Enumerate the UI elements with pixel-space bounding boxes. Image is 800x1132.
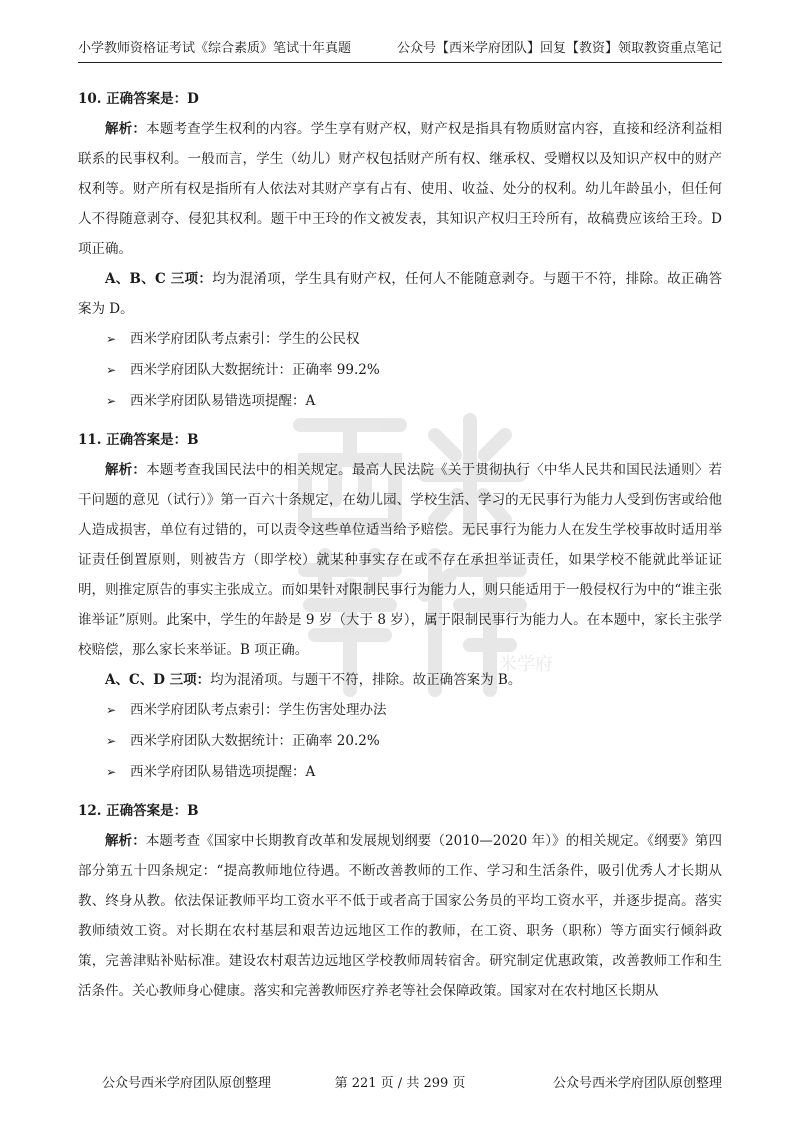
question-10-answer: 10. 正确答案是：D <box>78 91 199 107</box>
bullet-item <box>78 355 722 386</box>
arrow-bullet-icon: ➢ <box>106 765 117 779</box>
question-11-analysis <box>78 455 722 665</box>
arrow-bullet-icon: ➢ <box>106 394 117 408</box>
analysis-text: 本题考查学生权利的内容。学生享有财产权，财产权是指具有物质财富内容，直接和经济利益相联系的民事权利。一般而言，学生（幼儿）财产权包括财产所有权、继承权、受赠权以及知识产权中的财产权利等。财产所有权是指所有人依法对其财产享有占有、使用、收益、处分的权利。幼儿年龄虽小，但任何人不得随意剥夺、侵犯其权利。题干中王玲的作文被发表，其知识产权归王玲所有，故稿费应该给王玲。D项正确。 <box>78 121 723 257</box>
arrow-bullet-icon: ➢ <box>106 363 117 377</box>
question-10-analysis <box>78 114 722 264</box>
bullet-text: 西米学府团队考点索引：学生伤害处理办法 <box>130 702 387 718</box>
page-header <box>78 38 722 63</box>
other-options-label: A、B、C 三项： <box>105 271 213 287</box>
bullet-item <box>78 324 722 355</box>
bullet-text: 西米学府团队大数据统计：正确率 99.2% <box>130 362 380 378</box>
analysis-label: 解析： <box>105 462 147 478</box>
analysis-label: 解析： <box>105 833 146 849</box>
bullet-text: 西米学府团队易错选项提醒：A <box>130 764 316 780</box>
bullet-item <box>78 726 722 757</box>
question-11-answer: 11. 正确答案是：B <box>78 432 199 448</box>
analysis-label: 解析： <box>105 121 147 137</box>
question-10-other-options <box>78 264 722 324</box>
analysis-text: 本题考查《国家中长期教育改革和发展规划纲要（2010—2020 年）》的相关规定。《纲要》第四部分第五十四条规定：“提高教师地位待遇。不断改善教师的工作、学习和生活条件，吸引优秀人才长期从教、终身从教。依法保证教师平均工资水平不低于或者高于国家公务员的平均工资水平，并逐步提高。落实教师绩效工资。对长期在农村基层和艰苦边远地区工作的教师，在工资、职务（职称）等方面实行倾斜政策，完善津贴补贴标准。建设农村艰苦边远地区学校教师周转宿舍。研究制定优惠政策，改善教师工作和生活条件。关心教师身心健康。落实和完善教师医疗养老等社会保障政策。国家对在农村地区长期从 <box>78 833 723 999</box>
bullet-item <box>78 757 722 788</box>
header-left-title: 小学教师资格证考试《综合素质》笔试十年真题 <box>78 41 352 56</box>
arrow-bullet-icon: ➢ <box>106 734 117 748</box>
bullet-text: 西米学府团队大数据统计：正确率 20.2% <box>130 733 380 749</box>
arrow-bullet-icon: ➢ <box>106 703 117 717</box>
watermark-text: 西米学府 <box>481 654 553 675</box>
page-number: 第 221 页 / 共 299 页 <box>334 1076 466 1091</box>
other-options-text: 均为混淆项，学生具有财产权，任何人不能随意剥夺。与题干不符，排除。故正确答案为 D。 <box>78 271 722 317</box>
analysis-text: 本题考查我国民法中的相关规定。最高人民法院《关于贯彻执行〈中华人民共和国民法通则〉若干问题的意见（试行）》第一百六十条规定，在幼儿园、学校生活、学习的无民事行为能力人受到伤害或给他人造成损害，单位有过错的，可以责令这些单位适当给予赔偿。无民事行为能力人在发生学校事故时适用举证责任倒置原则，则被告方（即学校）就某种事实存在或不存在承担举证责任，如果学校不能就此举证证明，则推定原告的事实主张成立。而如果针对限制民事行为能力人，则只能适用于一般侵权行为中的“谁主张谁举证”原则。此案中，学生的年龄是 9 岁（大于 8 岁），属于限制民事行为能力人。在本题中，家长主张学校赔偿，那么家长来举证。B 项正确。 <box>78 462 723 658</box>
footer-left-credit: 公众号西米学府团队原创整理 <box>102 1076 272 1091</box>
question-12-analysis <box>78 826 722 1006</box>
other-options-text: 均为混淆项。与题干不符，排除。故正确答案为 B。 <box>210 672 522 688</box>
page-content <box>78 84 722 1006</box>
bullet-item <box>78 386 722 417</box>
other-options-label: A、C、D 三项： <box>105 672 211 688</box>
page-footer <box>0 1072 800 1092</box>
footer-right-credit: 公众号西米学府团队原创整理 <box>552 1076 722 1091</box>
bullet-text: 西米学府团队易错选项提醒：A <box>130 393 316 409</box>
bullet-text: 西米学府团队考点索引：学生的公民权 <box>130 331 360 347</box>
question-12-answer: 12. 正确答案是：B <box>78 803 199 819</box>
header-right-promo: 公众号【西米学府团队】回复【教资】领取教资重点笔记 <box>396 41 722 56</box>
bullet-item <box>78 695 722 726</box>
arrow-bullet-icon: ➢ <box>106 332 117 346</box>
question-11-other-options <box>78 665 722 695</box>
